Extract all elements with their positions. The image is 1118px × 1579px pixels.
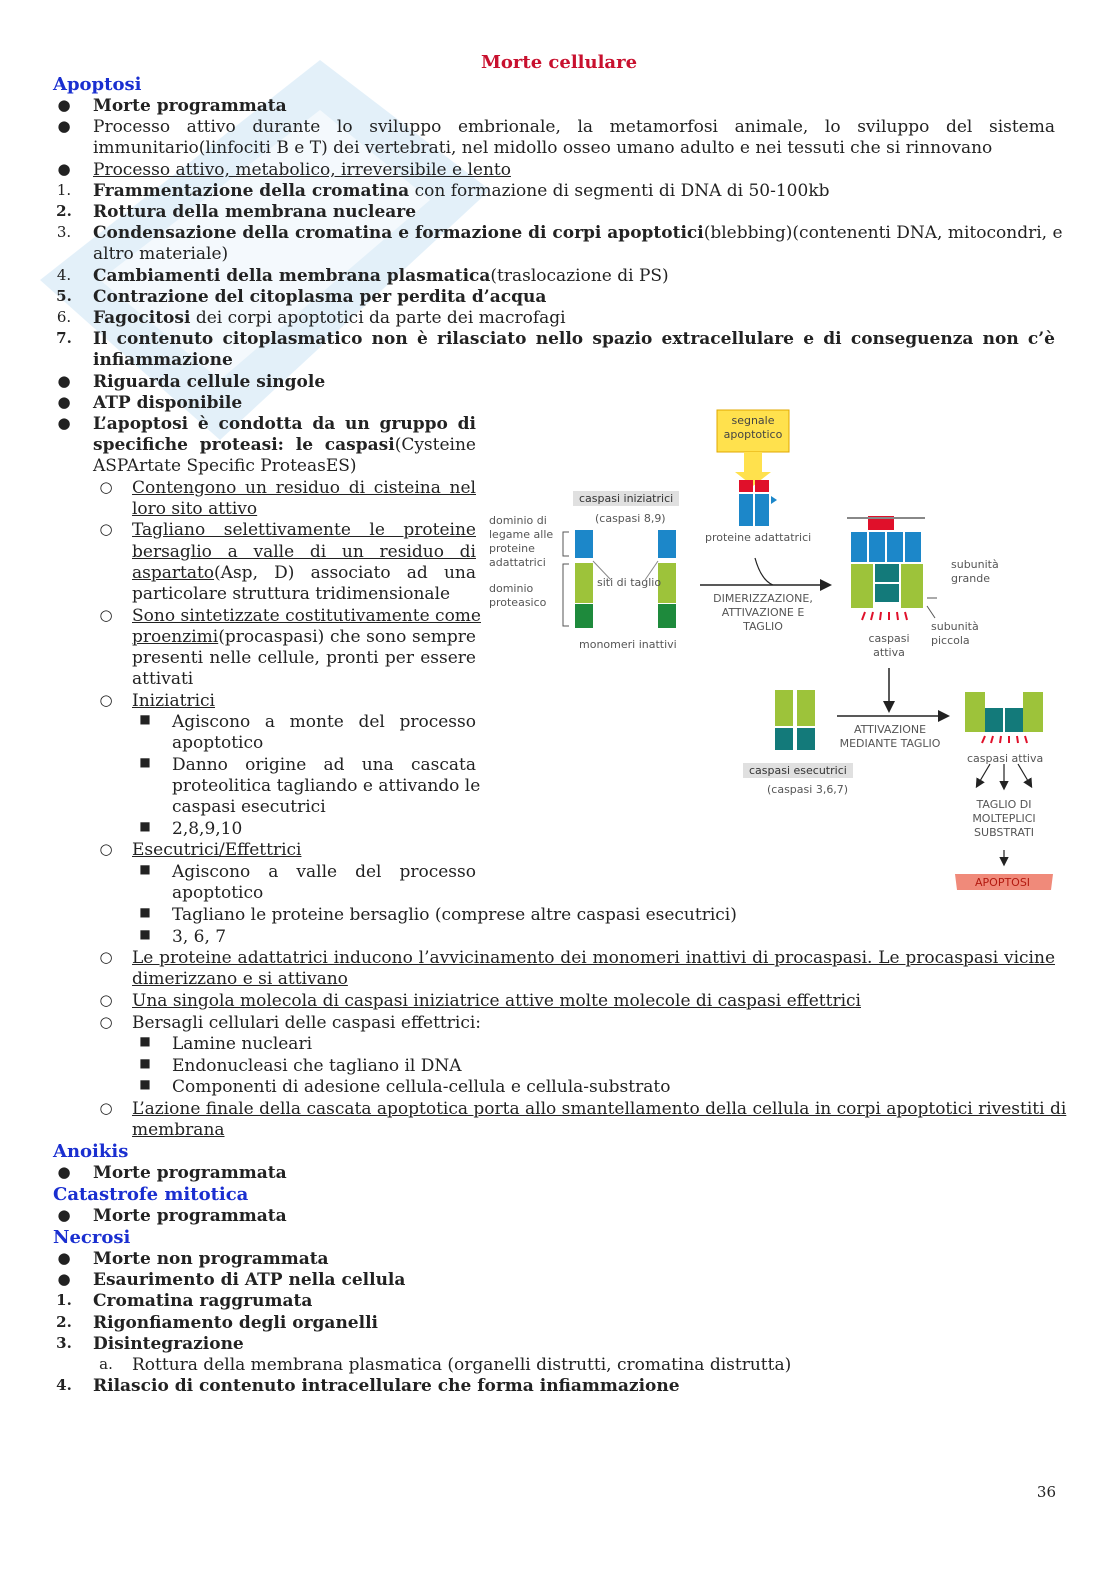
number-marker: 3. <box>56 223 72 241</box>
section-heading-necrosi: Necrosi <box>53 1227 131 1248</box>
circle-marker: ○ <box>99 1099 113 1117</box>
list-item: Iniziatrici <box>132 691 215 711</box>
bullet-marker: ● <box>57 393 71 411</box>
square-marker: ■ <box>139 819 151 833</box>
section-heading-apoptosi: Apoptosi <box>53 74 142 95</box>
list-item: 2,8,9,10 <box>172 819 243 839</box>
list-item: Rigonfiamento degli organelli <box>93 1313 378 1333</box>
square-marker: ■ <box>139 905 151 919</box>
letter-marker: a. <box>99 1355 113 1373</box>
circle-marker: ○ <box>99 991 113 1009</box>
list-item-cont: particolare struttura tridimensionale <box>132 584 451 604</box>
bullet-marker: ● <box>57 372 71 390</box>
number-marker: 5. <box>56 287 72 305</box>
binding-domain-label: dominio di legame alle proteine adattatrici <box>489 514 554 569</box>
number-marker: 1. <box>56 1291 72 1309</box>
list-item: Disintegrazione <box>93 1334 244 1354</box>
square-marker: ■ <box>139 1034 151 1048</box>
list-item-cont: apoptotico <box>172 733 264 753</box>
initiator-caspases-label: caspasi iniziatrici <box>573 491 679 506</box>
page-number: 36 <box>1036 1483 1056 1501</box>
signal-label: segnale apoptotico <box>723 414 783 441</box>
list-item-cont: bersaglio a valle di un residuo di <box>132 542 476 562</box>
list-item-cont: caspasi esecutrici <box>172 797 326 817</box>
list-item: Processo attivo, metabolico, irreversibile e lento <box>93 160 511 180</box>
square-marker: ■ <box>139 1077 151 1091</box>
circle-marker: ○ <box>99 606 113 624</box>
dimerization-label: DIMERIZZAZIONE, ATTIVAZIONE E TAGLIO <box>713 592 813 633</box>
square-marker: ■ <box>139 862 151 876</box>
active-caspase-label: caspasi attiva <box>868 632 910 659</box>
list-item: Rottura della membrana plasmatica (organelli distrutti, cromatina distrutta) <box>132 1355 792 1375</box>
list-item: Morte programmata <box>93 96 287 116</box>
list-item: Le proteine adattatrici inducono l’avvicinamento dei monomeri inattivi di procaspasi. Le procaspasi vicine <box>132 948 1055 968</box>
list-item-cont: altro materiale) <box>93 244 229 264</box>
list-item: Cromatina raggrumata <box>93 1291 313 1311</box>
list-item: Morte non programmata <box>93 1249 329 1269</box>
bullet-marker: ● <box>57 1163 71 1181</box>
section-heading-catastrofe: Catastrofe mitotica <box>53 1184 249 1205</box>
list-item: Una singola molecola di caspasi iniziatrice attive molte molecole di caspasi effettrici <box>132 991 861 1011</box>
executor-caspases-sub: (caspasi 3,6,7) <box>767 783 849 796</box>
list-item: Tagliano le proteine bersaglio (comprese altre caspasi esecutrici) <box>172 905 737 925</box>
bullet-marker: ● <box>57 96 71 114</box>
large-subunit-label: subunità grande <box>951 558 999 585</box>
list-item: Riguarda cellule singole <box>93 372 326 392</box>
list-item: Rottura della membrana nucleare <box>93 202 417 222</box>
list-item: Contrazione del citoplasma per perdita d’acqua <box>93 287 547 307</box>
list-item-cont: membrana <box>132 1120 225 1140</box>
list-item: Bersagli cellulari delle caspasi effettrici: <box>132 1013 481 1033</box>
bullet-marker: ● <box>57 1249 71 1267</box>
list-item: Esecutrici/Effettrici <box>132 840 302 860</box>
list-item: Il contenuto citoplasmatico non è rilasciato nello spazio extracellulare e di conseguenza non c’è <box>93 329 1055 349</box>
number-marker: 4. <box>56 266 72 284</box>
number-marker: 1. <box>56 181 72 199</box>
list-item: Agiscono a monte del processo <box>172 712 476 732</box>
caspase-diagram <box>485 408 1065 898</box>
list-item-cont: proteolitica tagliando e attivando le <box>172 776 481 796</box>
circle-marker: ○ <box>99 520 113 538</box>
list-item: ATP disponibile <box>93 393 243 413</box>
list-item-cont: aspartato(Asp, D) associato ad una <box>132 563 476 583</box>
list-item: Lamine nucleari <box>172 1034 313 1054</box>
list-item-cont: apoptotico <box>172 883 264 903</box>
circle-marker: ○ <box>99 691 113 709</box>
section-heading-anoikis: Anoikis <box>53 1141 129 1162</box>
bullet-marker: ● <box>57 414 71 432</box>
list-item: L’azione finale della cascata apoptotica porta allo smantellamento della cellula in corpi apoptotici rivestiti di <box>132 1099 1067 1119</box>
cleavage-sites-label: siti di taglio <box>597 576 662 589</box>
multiple-substrates-label: TAGLIO DI MOLTEPLICI SUBSTRATI <box>972 798 1036 839</box>
list-item: Processo attivo durante lo sviluppo embrionale, la metamorfosi animale, lo sviluppo del sistema <box>93 117 1055 137</box>
initiator-caspases-sub: (caspasi 8,9) <box>595 512 666 525</box>
list-item-cont: proenzimi(procaspasi) che sono sempre <box>132 627 476 647</box>
number-marker: 2. <box>56 202 72 220</box>
adaptor-proteins-label: proteine adattatrici <box>705 531 812 544</box>
number-marker: 6. <box>56 308 72 326</box>
list-item: L’apoptosi è condotta da un gruppo di <box>93 414 476 434</box>
list-item-cont: immunitario(linfociti B e T) dei vertebrati, nel midollo osseo umano adulto e nei tessuti che si rinnovano <box>93 138 993 158</box>
inactive-monomers-label: monomeri inattivi <box>579 638 677 651</box>
list-item-cont: attivati <box>132 669 194 689</box>
list-item-cont: loro sito attivo <box>132 499 258 519</box>
circle-marker: ○ <box>99 840 113 858</box>
list-item-cont: infiammazione <box>93 350 233 370</box>
number-marker: 4. <box>56 1376 72 1394</box>
list-item: Fagocitosi dei corpi apoptotici da parte dei macrofagi <box>93 308 566 328</box>
list-item: 3, 6, 7 <box>172 927 227 947</box>
protease-domain-label: dominio proteasico <box>489 582 547 609</box>
active-executor-label: caspasi attiva <box>967 752 1044 765</box>
list-item: Agiscono a valle del processo <box>172 862 476 882</box>
list-item: Frammentazione della cromatina con formazione di segmenti di DNA di 50-100kb <box>93 181 830 201</box>
number-marker: 7. <box>56 329 72 347</box>
list-item-cont: dimerizzano e si attivano <box>132 969 348 989</box>
list-item: Condensazione della cromatina e formazione di corpi apoptotici(blebbing)(contenenti DNA, mitocondri, e <box>93 223 1063 243</box>
list-item: Sono sintetizzate costitutivamente come <box>132 606 481 626</box>
list-item: Endonucleasi che tagliano il DNA <box>172 1056 462 1076</box>
list-item: Contengono un residuo di cisteina nel <box>132 478 476 498</box>
bullet-marker: ● <box>57 160 71 178</box>
bullet-marker: ● <box>57 1206 71 1224</box>
number-marker: 3. <box>56 1334 72 1352</box>
small-subunit-label: subunità piccola <box>931 620 979 647</box>
list-item-cont: ASPArtate Specific ProteasES) <box>93 456 357 476</box>
list-item-cont: presenti nelle cellule, pronti per essere <box>132 648 476 668</box>
number-marker: 2. <box>56 1313 72 1331</box>
list-item-cont: specifiche proteasi: le caspasi(Cysteine <box>93 435 476 455</box>
list-item: Danno origine ad una cascata <box>172 755 476 775</box>
list-item: Morte programmata <box>93 1163 287 1183</box>
square-marker: ■ <box>139 927 151 941</box>
apoptosi-label: APOPTOSI <box>975 876 1031 889</box>
list-item: Tagliano selettivamente le proteine <box>132 520 476 540</box>
list-item: Rilascio di contenuto intracellulare che forma infiammazione <box>93 1376 680 1396</box>
list-item: Componenti di adesione cellula-cellula e cellula-substrato <box>172 1077 671 1097</box>
page-title: Morte cellulare <box>480 52 638 73</box>
activation-cleavage-label: ATTIVAZIONE MEDIANTE TAGLIO <box>839 723 941 750</box>
square-marker: ■ <box>139 712 151 726</box>
bullet-marker: ● <box>57 1270 71 1288</box>
circle-marker: ○ <box>99 948 113 966</box>
square-marker: ■ <box>139 755 151 769</box>
list-item: Morte programmata <box>93 1206 287 1226</box>
bullet-marker: ● <box>57 117 71 135</box>
circle-marker: ○ <box>99 478 113 496</box>
executor-caspases-label: caspasi esecutrici <box>743 763 853 778</box>
list-item: Esaurimento di ATP nella cellula <box>93 1270 406 1290</box>
list-item: Cambiamenti della membrana plasmatica(traslocazione di PS) <box>93 266 669 286</box>
circle-marker: ○ <box>99 1013 113 1031</box>
square-marker: ■ <box>139 1056 151 1070</box>
